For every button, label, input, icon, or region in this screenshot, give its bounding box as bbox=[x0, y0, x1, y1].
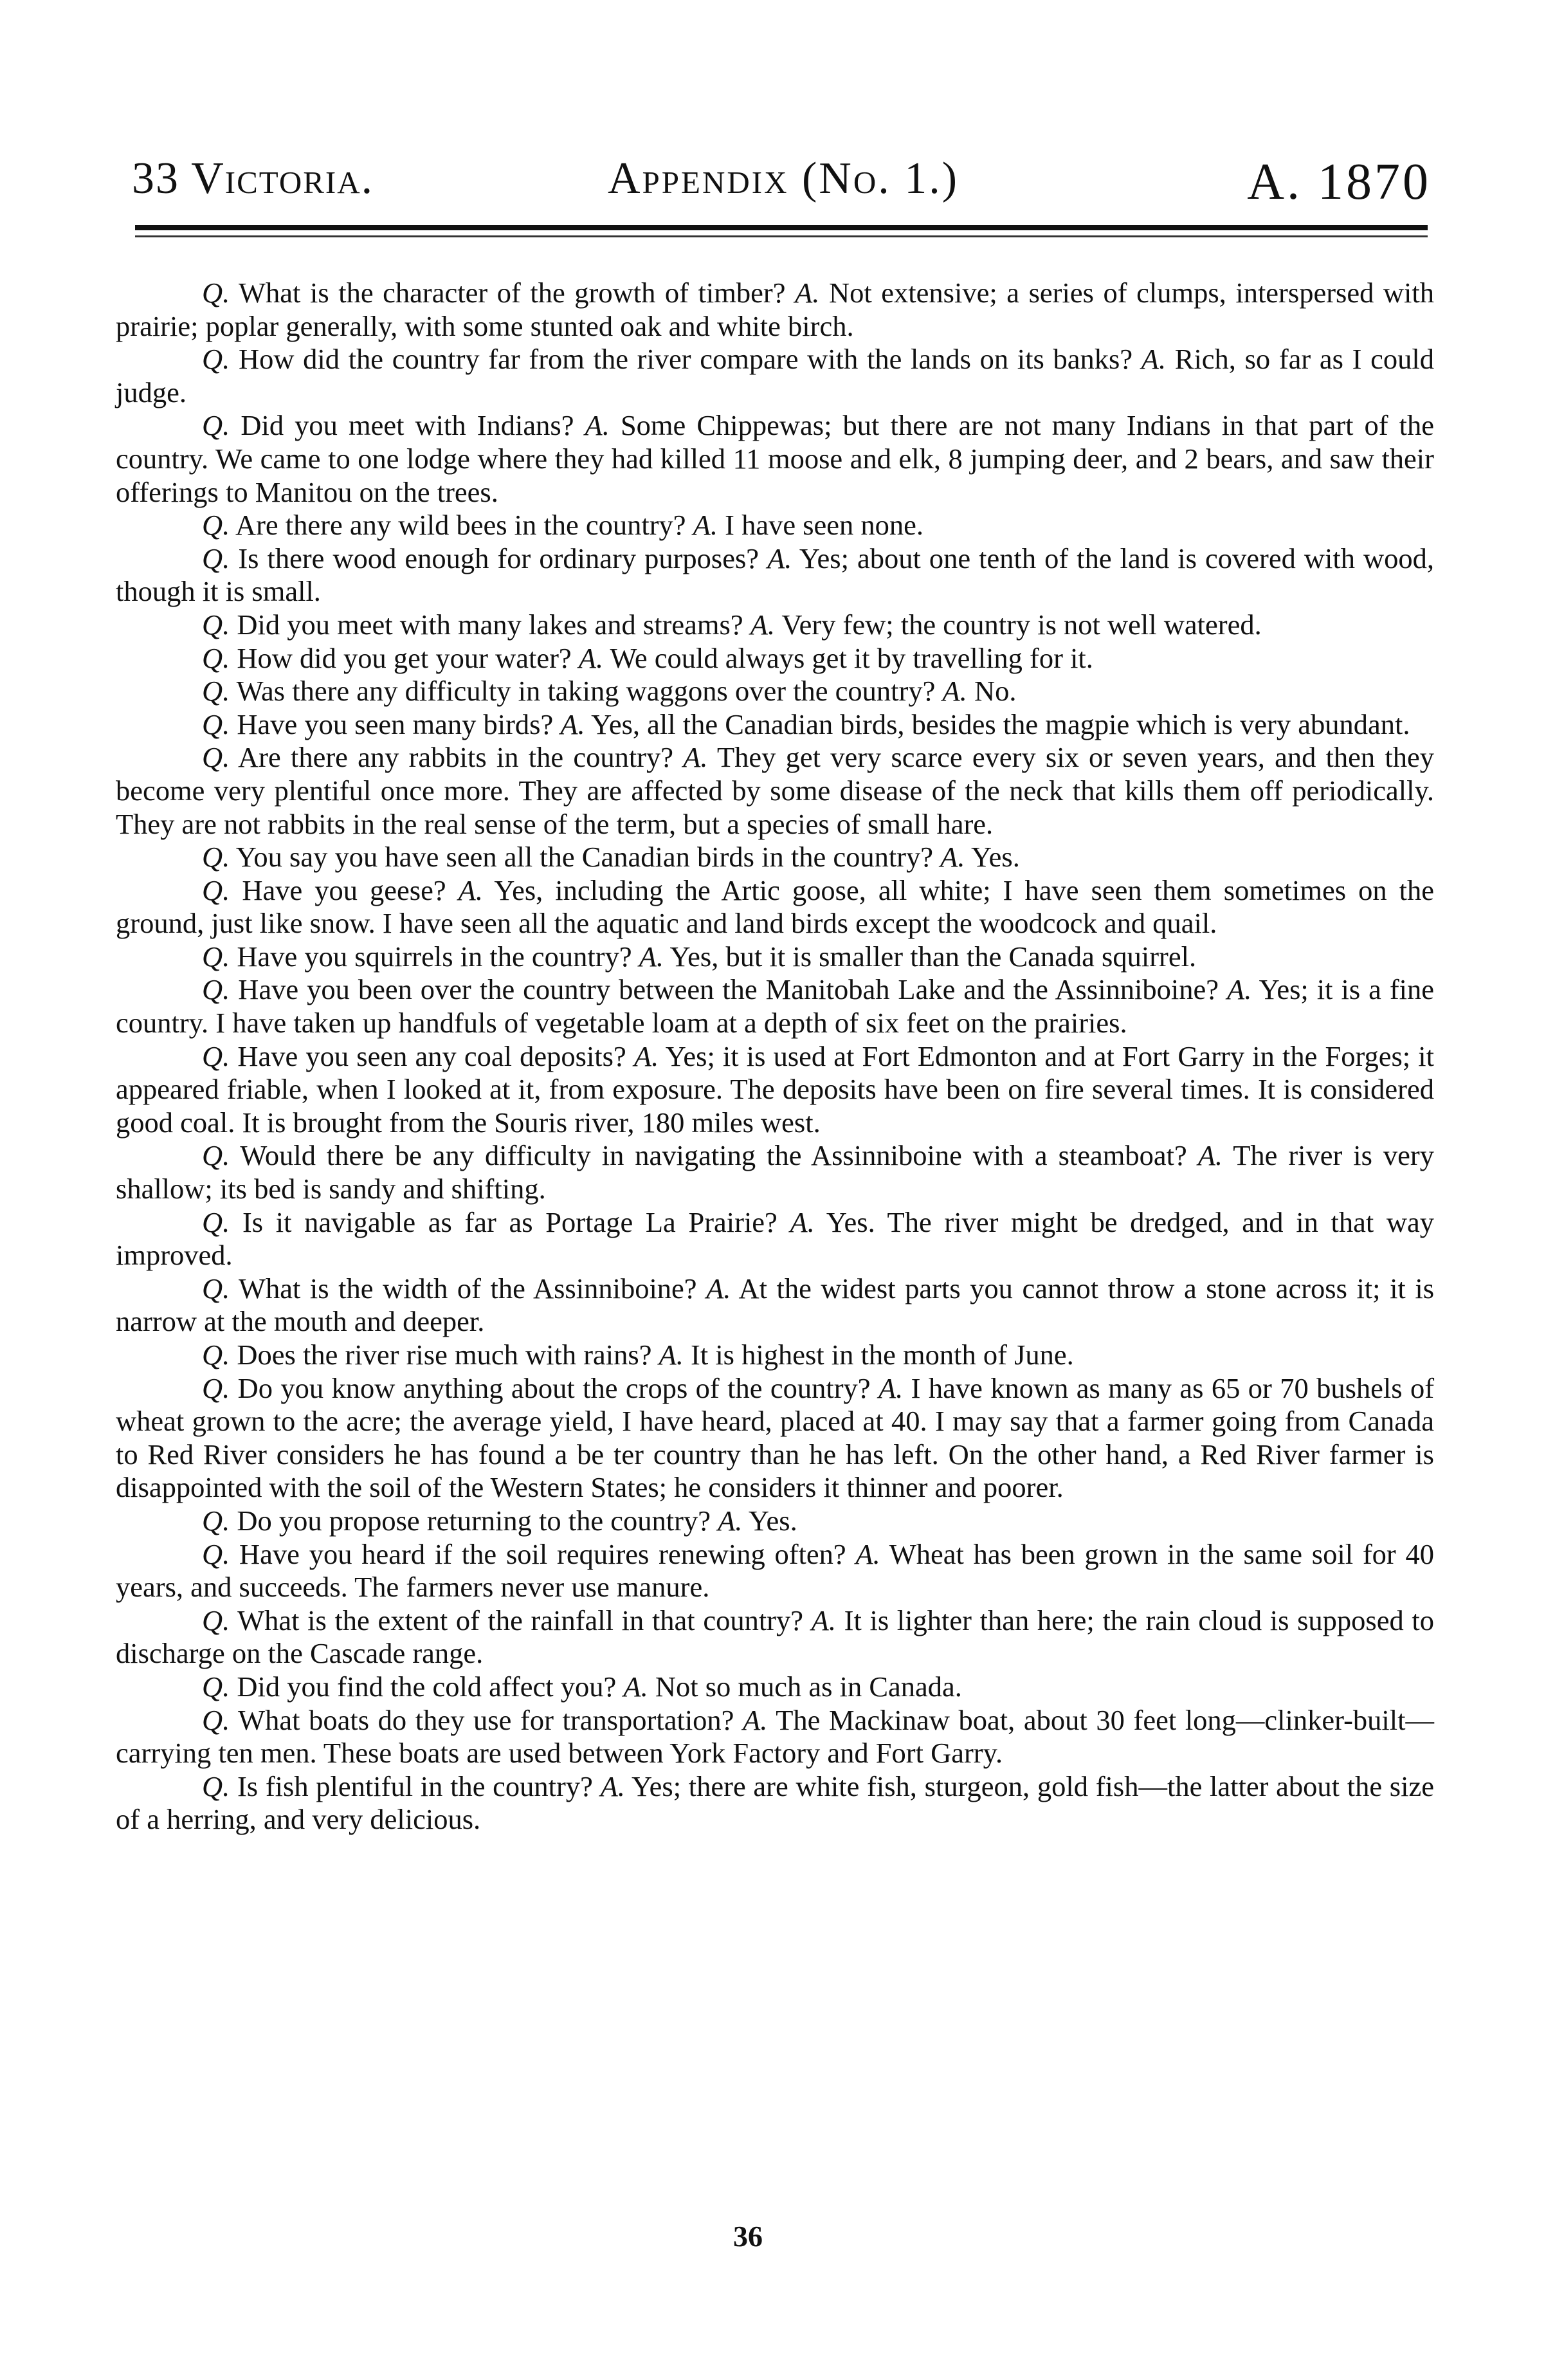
qa-paragraph bbox=[116, 675, 1434, 708]
question-text: Is it navigable as far as Portage La Prairie? bbox=[242, 1205, 777, 1238]
question-text: Have you geese? bbox=[242, 874, 446, 906]
qa-paragraph bbox=[116, 542, 1434, 609]
question-text: What boats do they use for transportation? bbox=[238, 1703, 734, 1736]
answer-marker: A. bbox=[767, 542, 792, 574]
question-text: Do you propose returning to the country? bbox=[237, 1504, 711, 1537]
answer-marker: A. bbox=[1197, 1139, 1223, 1172]
question-text: Are there any wild bees in the country? bbox=[235, 509, 686, 542]
question-marker: Q. bbox=[202, 1604, 230, 1636]
answer-marker: A. bbox=[1227, 973, 1252, 1006]
qa-paragraph bbox=[116, 509, 1434, 542]
qa-paragraph bbox=[116, 1206, 1434, 1272]
question-text: Did you find the cold affect you? bbox=[237, 1670, 617, 1703]
answer-marker: A. bbox=[585, 409, 610, 442]
question-marker: Q. bbox=[202, 1205, 230, 1238]
qa-paragraph bbox=[116, 874, 1434, 940]
qa-paragraph bbox=[116, 1505, 1434, 1538]
answer-text: Yes. The river might be dredged, and in that way improved. bbox=[116, 1205, 1435, 1272]
question-marker: Q. bbox=[202, 1670, 230, 1703]
answer-text: It is lighter than here; the rain cloud is supposed to discharge on the Cascade range. bbox=[116, 1604, 1435, 1670]
question-marker: Q. bbox=[202, 343, 230, 376]
answer-text: Yes, including the Artic goose, all white; I have seen them sometimes on the ground, just like snow. I have seen all the aquatic and land birds except the woodcock and quail. bbox=[116, 874, 1435, 940]
question-marker: Q. bbox=[202, 741, 230, 774]
qa-paragraph bbox=[116, 741, 1434, 841]
question-marker: Q. bbox=[202, 1039, 230, 1072]
question-text: Would there be any difficulty in navigating the Assinniboine with a steamboat? bbox=[240, 1139, 1187, 1172]
qa-paragraph bbox=[116, 409, 1434, 509]
qa-paragraph bbox=[116, 841, 1434, 874]
question-text: Is fish plentiful in the country? bbox=[237, 1770, 593, 1802]
question-text: Have you seen any coal deposits? bbox=[237, 1039, 626, 1072]
question-marker: Q. bbox=[202, 1371, 230, 1404]
question-text: Have you squirrels in the country? bbox=[237, 940, 632, 973]
qa-paragraph bbox=[116, 642, 1434, 675]
answer-marker: A. bbox=[878, 1371, 904, 1404]
question-marker: Q. bbox=[202, 409, 230, 442]
answer-text: The river is very shallow; its bed is sandy and shifting. bbox=[116, 1139, 1434, 1205]
qa-paragraph bbox=[116, 1604, 1434, 1671]
answer-text: Wheat has been grown in the same soil for 40 years, and succeeds. The farmers never use manure. bbox=[116, 1537, 1434, 1604]
answer-text: Yes; it is used at Fort Edmonton and at Fort Garry in the Forges; it appeared friable, when I looked at it, from exposure. The deposits have been on fire several times. It is considered good coal. It is brought from the Souris river, 180 miles west. bbox=[116, 1039, 1435, 1139]
answer-marker: A. bbox=[639, 940, 664, 973]
answer-text: Yes. bbox=[970, 841, 1020, 874]
answer-marker: A. bbox=[600, 1770, 625, 1802]
question-text: Is there wood enough for ordinary purposes? bbox=[238, 542, 759, 574]
header-rule-thick bbox=[135, 225, 1428, 230]
answer-marker: A. bbox=[683, 741, 708, 774]
answer-marker: A. bbox=[623, 1670, 648, 1703]
qa-paragraph bbox=[116, 1770, 1434, 1836]
question-marker: Q. bbox=[202, 1770, 230, 1802]
question-marker: Q. bbox=[202, 874, 230, 906]
answer-text: Yes. bbox=[748, 1504, 797, 1537]
qa-paragraph bbox=[116, 1372, 1434, 1505]
question-text: What is the character of the growth of timber? bbox=[239, 277, 786, 309]
answer-text: Rich, so far as I could judge. bbox=[116, 343, 1435, 408]
question-text: Was there any difficulty in taking waggons over the country? bbox=[236, 675, 936, 708]
header-year: A. 1870 bbox=[1247, 154, 1431, 210]
qa-paragraph bbox=[116, 1339, 1434, 1372]
answer-marker: A. bbox=[578, 641, 604, 674]
answer-text: They get very scarce every six or seven years, and then they become very plentiful once more. They are affected by some disease of the neck that kills them off periodically. They are not rabbits in the real sense of the term, but a species of small hare. bbox=[116, 741, 1435, 840]
header-session: 33 Victoria. bbox=[132, 154, 374, 203]
answer-text: Very few; the country is not well watered. bbox=[781, 608, 1262, 641]
answer-text: Yes; there are white fish, sturgeon, gold fish—the latter about the size of a herring, and very delicious. bbox=[116, 1770, 1434, 1836]
qa-paragraph bbox=[116, 1671, 1434, 1704]
answer-marker: A. bbox=[693, 509, 718, 542]
page-number: 36 bbox=[733, 2220, 763, 2253]
qa-paragraph bbox=[116, 940, 1434, 974]
answer-marker: A. bbox=[790, 1205, 815, 1238]
answer-text: We could always get it by travelling for it. bbox=[610, 641, 1093, 674]
qa-paragraph bbox=[116, 1538, 1434, 1604]
question-text: Did you meet with many lakes and streams? bbox=[237, 608, 743, 641]
answer-marker: A. bbox=[855, 1537, 880, 1570]
question-marker: Q. bbox=[202, 1272, 230, 1304]
qa-paragraph bbox=[116, 343, 1434, 409]
answer-marker: A. bbox=[743, 1703, 768, 1736]
question-marker: Q. bbox=[202, 940, 230, 973]
answer-marker: A. bbox=[1141, 343, 1167, 376]
header-appendix: Appendix (No. 1.) bbox=[608, 154, 959, 203]
answer-marker: A. bbox=[659, 1339, 684, 1371]
question-text: Have you been over the country between the Manitobah Lake and the Assinniboine? bbox=[238, 973, 1219, 1006]
question-text: How did you get your water? bbox=[237, 641, 572, 674]
answer-marker: A. bbox=[940, 841, 965, 874]
question-text: What is the width of the Assinniboine? bbox=[239, 1272, 697, 1304]
question-marker: Q. bbox=[202, 277, 230, 309]
qa-paragraph bbox=[116, 277, 1434, 343]
qa-paragraph bbox=[116, 708, 1434, 742]
qa-paragraph bbox=[116, 1272, 1434, 1339]
answer-text: It is highest in the month of June. bbox=[691, 1339, 1074, 1371]
answer-marker: A. bbox=[706, 1272, 731, 1304]
answer-text: Yes; about one tenth of the land is covered with wood, though it is small. bbox=[116, 542, 1435, 608]
answer-text: Not extensive; a series of clumps, interspersed with prairie; poplar generally, with some stunted oak and white birch. bbox=[116, 277, 1435, 342]
question-text: What is the extent of the rainfall in that country? bbox=[237, 1604, 804, 1636]
header-rule-thin bbox=[135, 235, 1428, 237]
qa-paragraph bbox=[116, 1040, 1434, 1140]
answer-marker: A. bbox=[795, 277, 820, 309]
answer-marker: A. bbox=[750, 608, 776, 641]
answer-text: Yes; it is a fine country. I have taken up handfuls of vegetable loam at a depth of six feet on the prairies. bbox=[116, 973, 1435, 1039]
question-text: Does the river rise much with rains? bbox=[237, 1339, 652, 1371]
answer-marker: A. bbox=[718, 1504, 743, 1537]
question-text: You say you have seen all the Canadian birds in the country? bbox=[235, 841, 934, 874]
question-marker: Q. bbox=[202, 675, 230, 708]
qa-paragraph bbox=[116, 1704, 1434, 1770]
qa-paragraph bbox=[116, 973, 1434, 1039]
question-marker: Q. bbox=[202, 973, 230, 1006]
question-marker: Q. bbox=[202, 1537, 230, 1570]
answer-marker: A. bbox=[458, 874, 483, 906]
question-text: Have you heard if the soil requires renewing often? bbox=[239, 1537, 846, 1570]
question-marker: Q. bbox=[202, 1339, 230, 1371]
answer-marker: A. bbox=[811, 1604, 836, 1636]
question-marker: Q. bbox=[202, 1504, 230, 1537]
question-text: Are there any rabbits in the country? bbox=[238, 741, 674, 774]
qa-paragraph bbox=[116, 609, 1434, 642]
answer-marker: A. bbox=[942, 675, 967, 708]
question-marker: Q. bbox=[202, 509, 230, 542]
question-marker: Q. bbox=[202, 1703, 230, 1736]
answer-text: Yes, all the Canadian birds, besides the magpie which is very abundant. bbox=[591, 708, 1410, 740]
question-text: Did you meet with Indians? bbox=[241, 409, 574, 442]
answer-text: No. bbox=[974, 675, 1017, 708]
question-marker: Q. bbox=[202, 542, 230, 574]
answer-text: Some Chippewas; but there are not many Indians in that part of the country. We came to one lodge where they had killed 11 moose and elk, 8 jumping deer, and 2 bears, and saw their offerings to Manitou on the trees. bbox=[116, 409, 1435, 508]
page-header bbox=[132, 147, 1431, 217]
question-text: Have you seen many birds? bbox=[237, 708, 554, 740]
question-text: How did the country far from the river compare with the lands on its banks? bbox=[238, 343, 1133, 376]
answer-text: The Mackinaw boat, about 30 feet long—clinker-built—carrying ten men. These boats are used between York Factory and Fort Garry. bbox=[116, 1703, 1435, 1770]
answer-text: I have seen none. bbox=[725, 509, 924, 542]
answer-text: At the widest parts you cannot throw a stone across it; it is narrow at the mouth and deeper. bbox=[116, 1272, 1435, 1338]
question-marker: Q. bbox=[202, 708, 230, 740]
answer-marker: A. bbox=[560, 708, 585, 740]
answer-text: Yes, but it is smaller than the Canada squirrel. bbox=[669, 940, 1197, 973]
answer-text: Not so much as in Canada. bbox=[655, 1670, 962, 1703]
qa-body bbox=[116, 277, 1434, 1836]
question-marker: Q. bbox=[202, 641, 230, 674]
answer-marker: A. bbox=[633, 1039, 659, 1072]
question-marker: Q. bbox=[202, 608, 230, 641]
qa-paragraph bbox=[116, 1139, 1434, 1205]
question-text: Do you know anything about the crops of the country? bbox=[237, 1371, 871, 1404]
answer-text: I have known as many as 65 or 70 bushels of wheat grown to the acre; the average yield, I have heard, placed at 40. I may say that a farmer going from Canada to Red River considers he has found a be ter country than he has left. On the other hand, a Red River farmer is disappointed with the soil of the Western States; he considers it thinner and poorer. bbox=[116, 1371, 1435, 1504]
question-marker: Q. bbox=[202, 841, 230, 874]
question-marker: Q. bbox=[202, 1139, 230, 1172]
